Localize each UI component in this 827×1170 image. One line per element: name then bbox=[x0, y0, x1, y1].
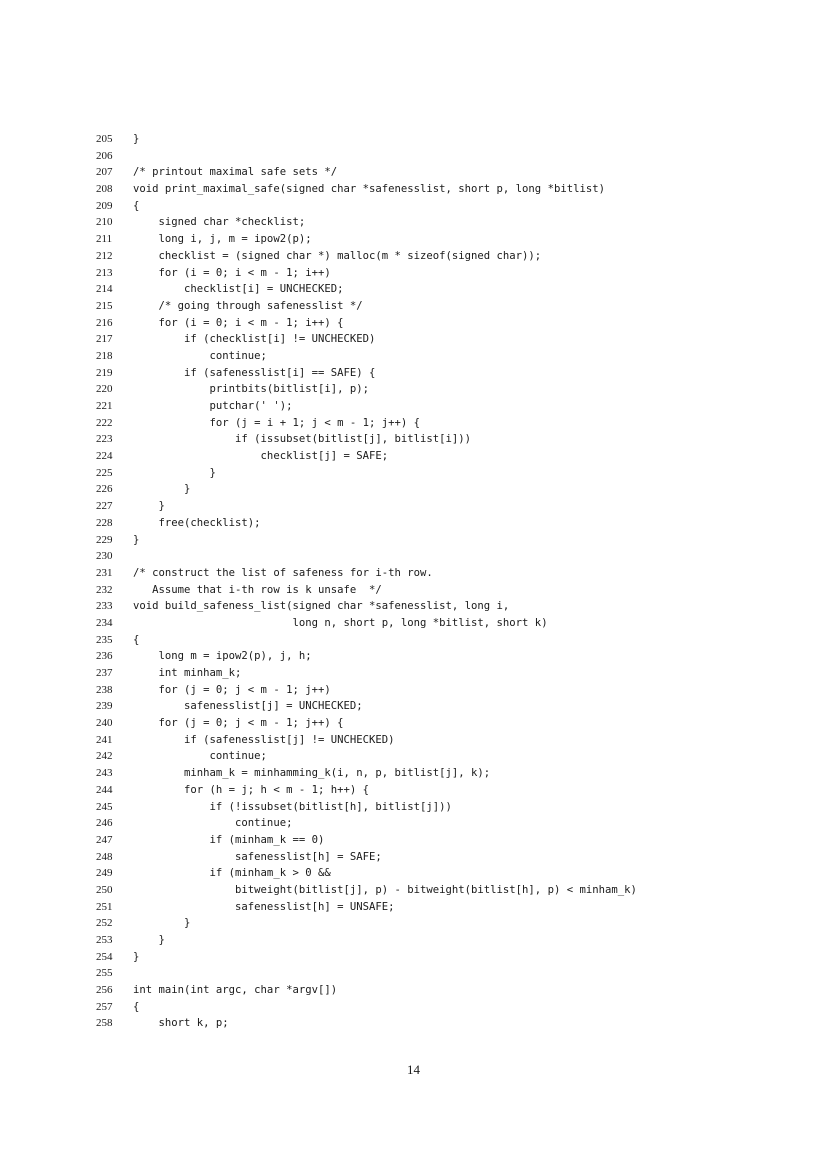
code-text: /* construct the list of safeness for i-th row. bbox=[133, 566, 433, 579]
line-number: 220 bbox=[96, 383, 113, 396]
code-line bbox=[96, 431, 816, 448]
code-text: checklist[i] = UNCHECKED; bbox=[133, 283, 344, 296]
line-number: 230 bbox=[96, 550, 113, 563]
code-text: for (j = i + 1; j < m - 1; j++) { bbox=[133, 416, 421, 429]
line-number: 210 bbox=[96, 216, 113, 229]
code-line bbox=[96, 1015, 816, 1032]
code-line bbox=[96, 648, 816, 665]
line-number: 234 bbox=[96, 616, 113, 629]
code-text: { bbox=[133, 633, 140, 646]
code-text: } bbox=[133, 483, 191, 496]
code-line bbox=[96, 181, 816, 198]
code-line bbox=[96, 782, 816, 799]
line-number: 206 bbox=[96, 149, 113, 162]
code-line bbox=[96, 498, 816, 515]
code-text: } bbox=[133, 934, 165, 946]
code-text: safenesslist[j] = UNCHECKED; bbox=[133, 700, 363, 713]
line-number: 231 bbox=[96, 566, 113, 579]
code-line bbox=[96, 198, 816, 215]
code-text: minham_k = minhamming_k(i, n, p, bitlist[j], k); bbox=[133, 767, 491, 780]
code-text: if (safenesslist[j] != UNCHECKED) bbox=[133, 733, 395, 746]
line-number: 221 bbox=[96, 400, 113, 412]
line-number: 209 bbox=[96, 199, 113, 212]
code-line bbox=[96, 698, 816, 715]
line-number: 227 bbox=[96, 500, 113, 513]
code-text: safenesslist[h] = UNSAFE; bbox=[133, 900, 395, 913]
code-text: checklist[j] = SAFE; bbox=[133, 450, 389, 463]
line-number: 243 bbox=[96, 767, 113, 780]
line-number: 205 bbox=[96, 133, 113, 145]
code-line bbox=[96, 331, 816, 348]
code-text: Assume that i-th row is k unsafe */ bbox=[133, 583, 382, 596]
line-number: 239 bbox=[96, 700, 113, 713]
code-text: if (issubset(bitlist[j], bitlist[i])) bbox=[133, 433, 472, 446]
line-number: 223 bbox=[96, 433, 113, 446]
line-number: 219 bbox=[96, 366, 113, 379]
line-number: 248 bbox=[96, 850, 113, 863]
code-text: void build_safeness_list(signed char *safenesslist, long i, bbox=[133, 600, 510, 613]
code-line bbox=[96, 632, 816, 649]
code-line bbox=[96, 582, 816, 599]
code-text: bitweight(bitlist[j], p) - bitweight(bitlist[h], p) < minham_k) bbox=[133, 883, 637, 896]
code-text: for (h = j; h < m - 1; h++) { bbox=[133, 783, 369, 796]
code-text: for (i = 0; i < m - 1; i++) bbox=[133, 266, 331, 279]
line-number: 217 bbox=[96, 333, 113, 346]
code-text: if (!issubset(bitlist[h], bitlist[j])) bbox=[133, 800, 452, 813]
line-number: 216 bbox=[96, 316, 113, 329]
code-line bbox=[96, 615, 816, 632]
code-line bbox=[96, 665, 816, 682]
code-text: } bbox=[133, 500, 165, 513]
line-number: 258 bbox=[96, 1017, 113, 1030]
line-number: 238 bbox=[96, 683, 113, 696]
line-number: 232 bbox=[96, 583, 113, 596]
code-text: for (i = 0; i < m - 1; i++) { bbox=[133, 316, 344, 329]
code-line bbox=[96, 999, 816, 1016]
code-text: if (checklist[i] != UNCHECKED) bbox=[133, 333, 376, 346]
code-line bbox=[96, 415, 816, 432]
line-number: 213 bbox=[96, 266, 113, 279]
code-line bbox=[96, 248, 816, 265]
code-line bbox=[96, 732, 816, 749]
line-number: 214 bbox=[96, 283, 113, 296]
line-number: 255 bbox=[96, 967, 113, 980]
code-text: long m = ipow2(p), j, h; bbox=[133, 650, 312, 663]
code-line bbox=[96, 799, 816, 816]
code-line bbox=[96, 365, 816, 382]
line-number: 229 bbox=[96, 533, 113, 546]
code-text: if (safenesslist[i] == SAFE) { bbox=[133, 366, 376, 379]
code-line bbox=[96, 882, 816, 899]
code-listing bbox=[96, 131, 816, 1032]
code-line bbox=[96, 481, 816, 498]
line-number: 218 bbox=[96, 349, 113, 362]
line-number: 237 bbox=[96, 667, 113, 679]
code-line bbox=[96, 715, 816, 732]
code-line bbox=[96, 465, 816, 482]
page-number: 14 bbox=[407, 1062, 420, 1077]
code-line bbox=[96, 231, 816, 248]
code-line bbox=[96, 131, 816, 148]
code-text: int minham_k; bbox=[133, 667, 242, 679]
line-number: 222 bbox=[96, 416, 113, 429]
code-text: int main(int argc, char *argv[]) bbox=[133, 984, 338, 997]
code-text: /* printout maximal safe sets */ bbox=[133, 166, 338, 179]
code-line bbox=[96, 214, 816, 231]
code-text: /* going through safenesslist */ bbox=[133, 299, 363, 312]
code-line bbox=[96, 748, 816, 765]
line-number: 208 bbox=[96, 183, 113, 196]
line-number: 226 bbox=[96, 483, 113, 496]
code-text: signed char *checklist; bbox=[133, 216, 306, 229]
code-text: checklist = (signed char *) malloc(m * sizeof(signed char)); bbox=[133, 249, 542, 262]
code-line bbox=[96, 982, 816, 999]
line-number: 228 bbox=[96, 516, 113, 529]
line-number: 253 bbox=[96, 934, 113, 946]
line-number: 233 bbox=[96, 600, 113, 613]
code-text: putchar(' '); bbox=[133, 400, 293, 412]
code-line bbox=[96, 298, 816, 315]
code-text: } bbox=[133, 466, 216, 479]
code-line bbox=[96, 598, 816, 615]
code-text: } bbox=[133, 950, 140, 963]
line-number: 246 bbox=[96, 817, 113, 830]
line-number: 252 bbox=[96, 917, 113, 930]
code-text: short k, p; bbox=[133, 1017, 229, 1030]
code-text: { bbox=[133, 1000, 140, 1013]
code-line bbox=[96, 548, 816, 565]
code-text: } bbox=[133, 133, 140, 145]
code-line bbox=[96, 949, 816, 966]
line-number: 224 bbox=[96, 450, 113, 463]
line-number: 242 bbox=[96, 750, 113, 763]
line-number: 240 bbox=[96, 717, 113, 730]
code-text: if (minham_k == 0) bbox=[133, 833, 325, 846]
code-text: continue; bbox=[133, 817, 293, 830]
line-number: 241 bbox=[96, 733, 113, 746]
code-line bbox=[96, 398, 816, 415]
code-text: for (j = 0; j < m - 1; j++) bbox=[133, 683, 331, 696]
code-line bbox=[96, 932, 816, 949]
line-number: 245 bbox=[96, 800, 113, 813]
code-text: for (j = 0; j < m - 1; j++) { bbox=[133, 717, 344, 730]
line-number: 256 bbox=[96, 984, 113, 997]
code-line bbox=[96, 965, 816, 982]
line-number: 249 bbox=[96, 867, 113, 880]
code-line bbox=[96, 448, 816, 465]
code-text: long n, short p, long *bitlist, short k) bbox=[133, 616, 548, 629]
code-line bbox=[96, 265, 816, 282]
code-line bbox=[96, 148, 816, 165]
code-text: continue; bbox=[133, 349, 267, 362]
code-line bbox=[96, 164, 816, 181]
line-number: 251 bbox=[96, 900, 113, 913]
code-text: { bbox=[133, 199, 140, 212]
code-line bbox=[96, 565, 816, 582]
code-text: void print_maximal_safe(signed char *safenesslist, short p, long *bitlist) bbox=[133, 183, 605, 196]
line-number: 257 bbox=[96, 1000, 113, 1013]
line-number: 236 bbox=[96, 650, 113, 663]
line-number: 215 bbox=[96, 299, 113, 312]
code-line bbox=[96, 281, 816, 298]
code-text: if (minham_k > 0 && bbox=[133, 867, 331, 880]
code-line bbox=[96, 865, 816, 882]
code-text: safenesslist[h] = SAFE; bbox=[133, 850, 382, 863]
code-line bbox=[96, 765, 816, 782]
line-number: 250 bbox=[96, 883, 113, 896]
code-text: free(checklist); bbox=[133, 516, 261, 529]
line-number: 244 bbox=[96, 783, 113, 796]
code-text: long i, j, m = ipow2(p); bbox=[133, 233, 312, 246]
code-text: continue; bbox=[133, 750, 267, 763]
code-line bbox=[96, 532, 816, 549]
code-line bbox=[96, 915, 816, 932]
line-number: 212 bbox=[96, 249, 113, 262]
line-number: 247 bbox=[96, 833, 113, 846]
code-line bbox=[96, 515, 816, 532]
line-number: 235 bbox=[96, 633, 113, 646]
code-line bbox=[96, 832, 816, 849]
code-line bbox=[96, 348, 816, 365]
line-number: 207 bbox=[96, 166, 113, 179]
code-line bbox=[96, 315, 816, 332]
code-line bbox=[96, 849, 816, 866]
code-text: } bbox=[133, 917, 191, 930]
code-line bbox=[96, 682, 816, 699]
code-line bbox=[96, 899, 816, 916]
code-text: printbits(bitlist[i], p); bbox=[133, 383, 369, 396]
line-number: 211 bbox=[96, 233, 113, 246]
line-number: 225 bbox=[96, 466, 113, 479]
code-text: } bbox=[133, 533, 140, 546]
line-number: 254 bbox=[96, 950, 113, 963]
code-line bbox=[96, 381, 816, 398]
code-line bbox=[96, 815, 816, 832]
